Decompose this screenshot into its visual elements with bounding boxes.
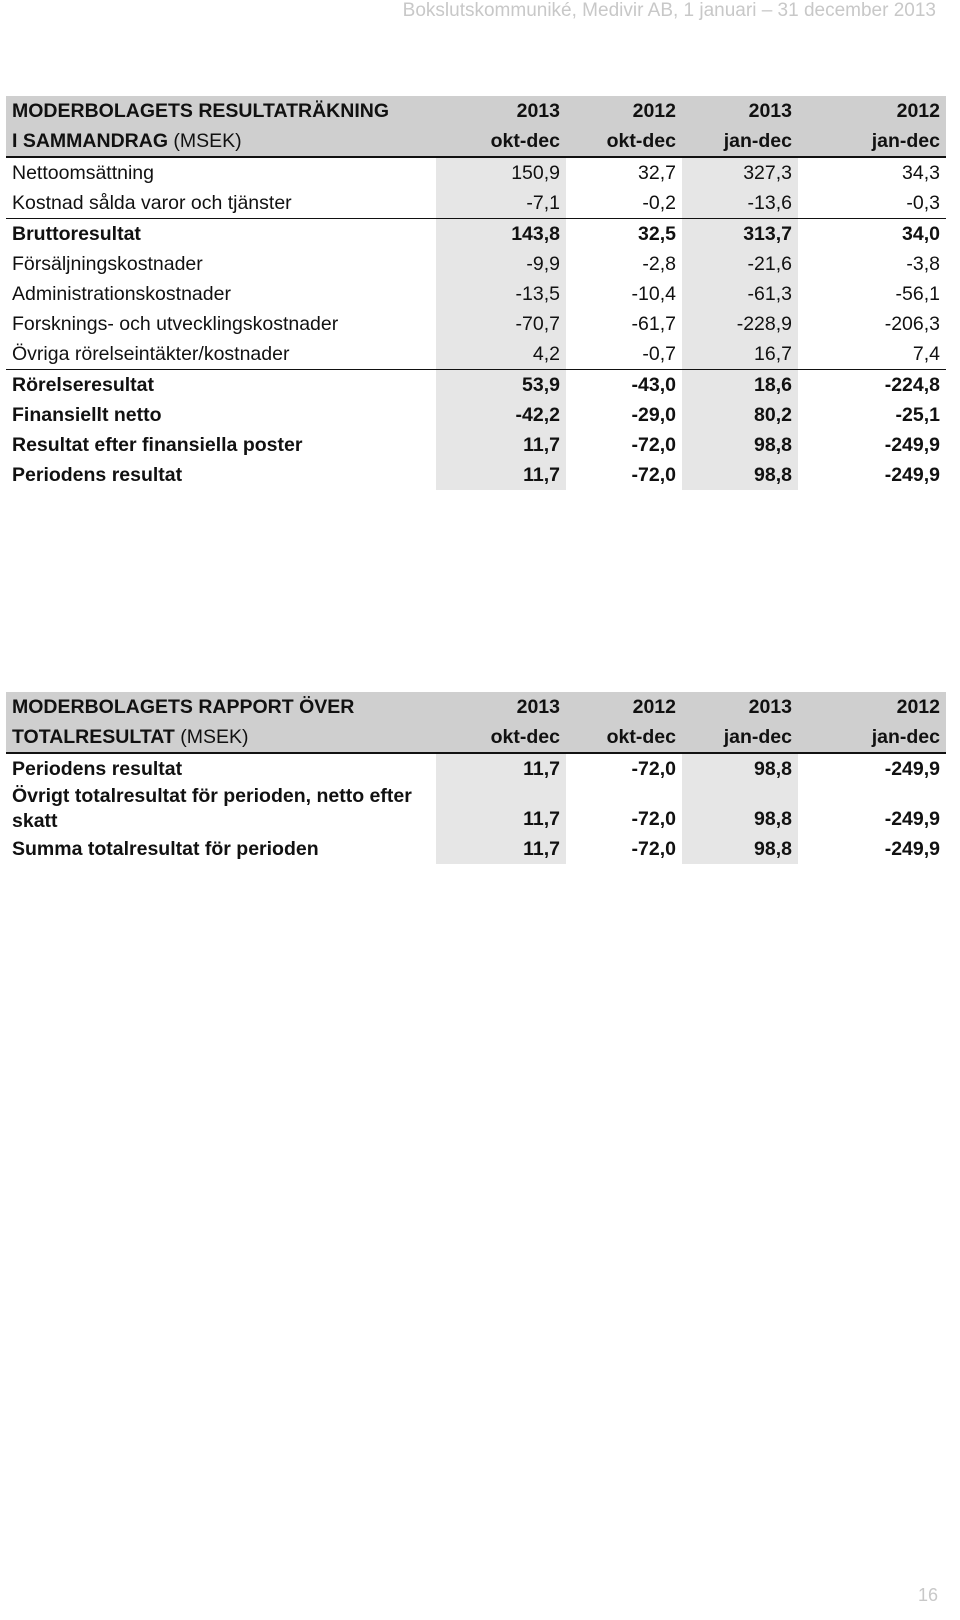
cell-value: -249,9 — [884, 808, 940, 830]
col-period: okt-dec — [566, 126, 682, 157]
cell-value: 11,7 — [436, 834, 566, 864]
cell-value: 32,7 — [638, 162, 676, 184]
cell-value: -206,3 — [884, 313, 940, 335]
cell-value: -70,7 — [436, 309, 566, 339]
cell-value: 143,8 — [436, 219, 566, 250]
cell-value: 313,7 — [682, 219, 798, 250]
cell-value: -249,9 — [884, 464, 940, 486]
cell-value: -9,9 — [436, 249, 566, 279]
cell-value: 98,8 — [682, 430, 798, 460]
cell-value: -29,0 — [631, 404, 676, 426]
row-label: Övrigt totalresultat för perioden, netto efter skatt — [12, 785, 412, 832]
row-label: Kostnad sålda varor och tjänster — [12, 192, 292, 214]
row-label: Periodens resultat — [12, 464, 183, 486]
col-year: 2013 — [436, 96, 566, 126]
cell-value: -61,7 — [631, 313, 676, 335]
row-label: Summa totalresultat för perioden — [12, 838, 319, 860]
cell-value: 4,2 — [436, 339, 566, 370]
col-year: 2012 — [798, 692, 946, 722]
row-label: Resultat efter finansiella poster — [12, 434, 303, 456]
cell-value: 18,6 — [682, 370, 798, 401]
cell-value: -3,8 — [906, 253, 940, 275]
cell-value: -43,0 — [566, 370, 682, 401]
row-label: Periodens resultat — [12, 758, 183, 780]
row-label: Övriga rörelseintäkter/kostnader — [12, 343, 290, 365]
col-year: 2013 — [682, 96, 798, 126]
row-label: Forsknings- och utvecklingskostnader — [12, 313, 339, 335]
cell-value: -249,9 — [884, 758, 940, 780]
col-period: jan-dec — [682, 722, 798, 753]
cell-value: -0,2 — [642, 192, 676, 214]
cell-value: 327,3 — [682, 157, 798, 188]
cell-value: -249,9 — [884, 838, 940, 860]
cell-value: -21,6 — [682, 249, 798, 279]
col-period: okt-dec — [436, 126, 566, 157]
cell-value: -72,0 — [631, 758, 676, 780]
comprehensive-income-table — [6, 692, 946, 864]
col-year: 2012 — [566, 96, 682, 126]
cell-value: 80,2 — [682, 400, 798, 430]
cell-value: 11,7 — [436, 460, 566, 490]
cell-value: -13,5 — [436, 279, 566, 309]
cell-value: -25,1 — [895, 404, 940, 426]
table-subtitle: I SAMMANDRAG (MSEK) — [6, 126, 436, 157]
table-row — [6, 339, 946, 370]
table-row — [6, 460, 946, 490]
cell-value: -72,0 — [631, 464, 676, 486]
table-row — [6, 157, 946, 188]
cell-value: -61,3 — [682, 279, 798, 309]
table-row — [6, 784, 946, 834]
cell-value: -7,1 — [436, 188, 566, 219]
cell-value: -10,4 — [631, 283, 676, 305]
page-number: 16 — [917, 1585, 938, 1605]
col-year: 2013 — [436, 692, 566, 722]
col-period: jan-dec — [682, 126, 798, 157]
cell-value: 98,8 — [682, 753, 798, 784]
cell-value: -228,9 — [682, 309, 798, 339]
cell-value: -2,8 — [642, 253, 676, 275]
cell-value: -224,8 — [798, 370, 946, 401]
cell-value: 11,7 — [436, 430, 566, 460]
col-year: 2012 — [566, 692, 682, 722]
cell-value: 53,9 — [436, 370, 566, 401]
table-header-row — [6, 126, 946, 157]
cell-value: 34,0 — [798, 219, 946, 250]
cell-value: 98,8 — [682, 834, 798, 864]
col-period: okt-dec — [566, 722, 682, 753]
table-header-row — [6, 722, 946, 753]
cell-value: -72,0 — [631, 434, 676, 456]
cell-value: 16,7 — [682, 339, 798, 370]
table-row — [6, 430, 946, 460]
cell-value: 32,5 — [566, 219, 682, 250]
cell-value: -72,0 — [631, 808, 676, 830]
table-row — [6, 249, 946, 279]
col-period: jan-dec — [798, 126, 946, 157]
table-row — [6, 370, 946, 401]
col-period: jan-dec — [798, 722, 946, 753]
col-period: okt-dec — [436, 722, 566, 753]
row-label: Finansiellt netto — [12, 404, 162, 426]
cell-value: 11,7 — [436, 753, 566, 784]
table-title: MODERBOLAGETS RESULTATRÄKNING — [6, 96, 436, 126]
cell-value: 7,4 — [912, 343, 940, 365]
table-row — [6, 279, 946, 309]
table-row — [6, 309, 946, 339]
row-label: Rörelseresultat — [6, 370, 436, 401]
table-row — [6, 753, 946, 784]
cell-value: -13,6 — [682, 188, 798, 219]
table-row — [6, 188, 946, 219]
table-header-row — [6, 692, 946, 722]
page-header: Bokslutskommuniké, Medivir AB, 1 januari – 31 december 2013 — [402, 0, 936, 21]
table-subtitle: TOTALRESULTAT (MSEK) — [6, 722, 436, 753]
cell-value: 150,9 — [436, 157, 566, 188]
cell-value: -0,7 — [642, 343, 676, 365]
table-row — [6, 834, 946, 864]
cell-value: -42,2 — [436, 400, 566, 430]
col-year: 2012 — [798, 96, 946, 126]
cell-value: -56,1 — [895, 283, 940, 305]
table-title: MODERBOLAGETS RAPPORT ÖVER — [6, 692, 436, 722]
table-header-row — [6, 96, 946, 126]
col-year: 2013 — [682, 692, 798, 722]
cell-value: -0,3 — [906, 192, 940, 214]
cell-value: -249,9 — [884, 434, 940, 456]
table-row — [6, 400, 946, 430]
row-label: Nettoomsättning — [12, 162, 154, 184]
cell-value: 98,8 — [682, 784, 798, 834]
cell-value: 11,7 — [436, 784, 566, 834]
table-row — [6, 219, 946, 250]
cell-value: 98,8 — [682, 460, 798, 490]
income-statement-table — [6, 96, 946, 490]
cell-value: -72,0 — [631, 838, 676, 860]
row-label: Försäljningskostnader — [12, 253, 203, 275]
cell-value: 34,3 — [902, 162, 940, 184]
row-label: Bruttoresultat — [6, 219, 436, 250]
row-label: Administrationskostnader — [12, 283, 231, 305]
